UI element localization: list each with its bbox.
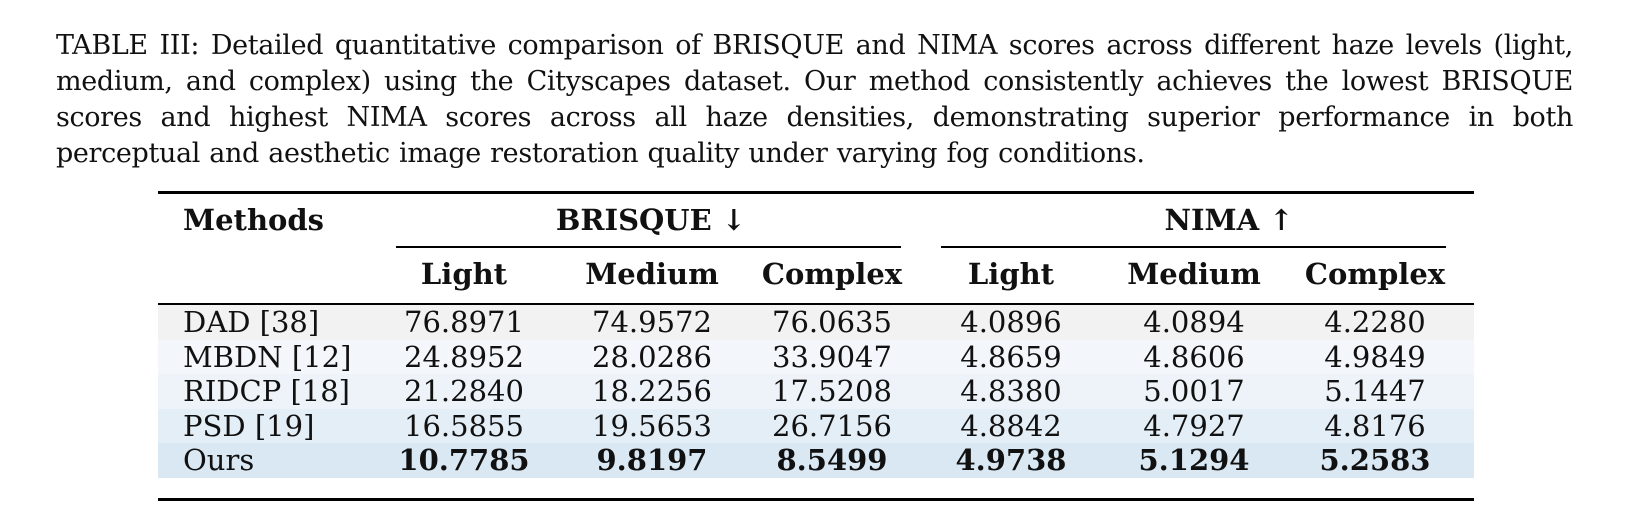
table-cell: 9.8197 (596, 443, 708, 477)
table-cell: 4.8842 (960, 408, 1062, 443)
bottom-rule (158, 498, 1474, 501)
table-cell: 4.8606 (1143, 339, 1245, 374)
table-cell: 4.2280 (1324, 305, 1426, 339)
method-name: MBDN [12] (183, 339, 352, 374)
table-cell: 4.9849 (1324, 339, 1426, 374)
method-name: PSD [19] (183, 408, 315, 443)
table-cell: 76.0635 (772, 305, 892, 339)
subheader-nima-medium: Medium (1127, 257, 1261, 291)
table-cell: 5.2583 (1319, 443, 1431, 477)
table-cell: 76.8971 (404, 305, 524, 339)
nima-cmidrule (941, 246, 1446, 248)
table-cell: 4.8380 (960, 374, 1062, 408)
brisque-group-header: BRISQUE ↓ (555, 203, 747, 237)
table-cell: 28.0286 (592, 339, 712, 374)
table-cell: 8.5499 (776, 443, 888, 477)
table-cell: 74.9572 (592, 305, 712, 339)
table-cell: 16.5855 (404, 408, 524, 443)
table-cell: 5.0017 (1143, 374, 1245, 408)
table-cell: 26.7156 (772, 408, 892, 443)
subheader-brisque-medium: Medium (585, 257, 719, 291)
table-cell: 21.2840 (404, 374, 524, 408)
method-name: Ours (183, 443, 255, 477)
top-rule (158, 191, 1474, 194)
table-cell: 5.1294 (1138, 443, 1250, 477)
subheader-nima-light: Light (967, 257, 1055, 291)
table-cell: 10.7785 (398, 443, 530, 477)
methods-header: Methods (183, 203, 324, 237)
brisque-cmidrule (396, 246, 901, 248)
table-cell: 33.9047 (772, 339, 892, 374)
table-cell: 4.7927 (1143, 408, 1245, 443)
table-cell: 4.9738 (955, 443, 1067, 477)
method-name: DAD [38] (183, 305, 320, 339)
table-cell: 4.8659 (960, 339, 1062, 374)
nima-group-header: NIMA ↑ (1164, 203, 1294, 237)
subheader-brisque-light: Light (420, 257, 508, 291)
subheader-nima-complex: Complex (1304, 257, 1446, 291)
table-cell: 17.5208 (772, 374, 892, 408)
table-cell: 19.5653 (592, 408, 712, 443)
method-name: RIDCP [18] (183, 374, 350, 408)
table-caption: TABLE III: Detailed quantitative comparison of BRISQUE and NIMA scores across different haze levels (light, medium, and complex) using the Cityscapes dataset. Our method consistently achieves the lowest BRISQUE scores and highest NIMA scores across all haze densities, demonstrating superior performance in both perceptual and aesthetic image restoration quality under varying fog conditions. (56, 30, 1573, 169)
table-cell: 24.8952 (404, 339, 524, 374)
table-cell: 4.0894 (1143, 305, 1245, 339)
subheader-brisque-complex: Complex (761, 257, 903, 291)
table-cell: 4.0896 (960, 305, 1062, 339)
table-cell: 5.1447 (1324, 374, 1426, 408)
table-cell: 18.2256 (592, 374, 712, 408)
table-cell: 4.8176 (1324, 408, 1426, 443)
